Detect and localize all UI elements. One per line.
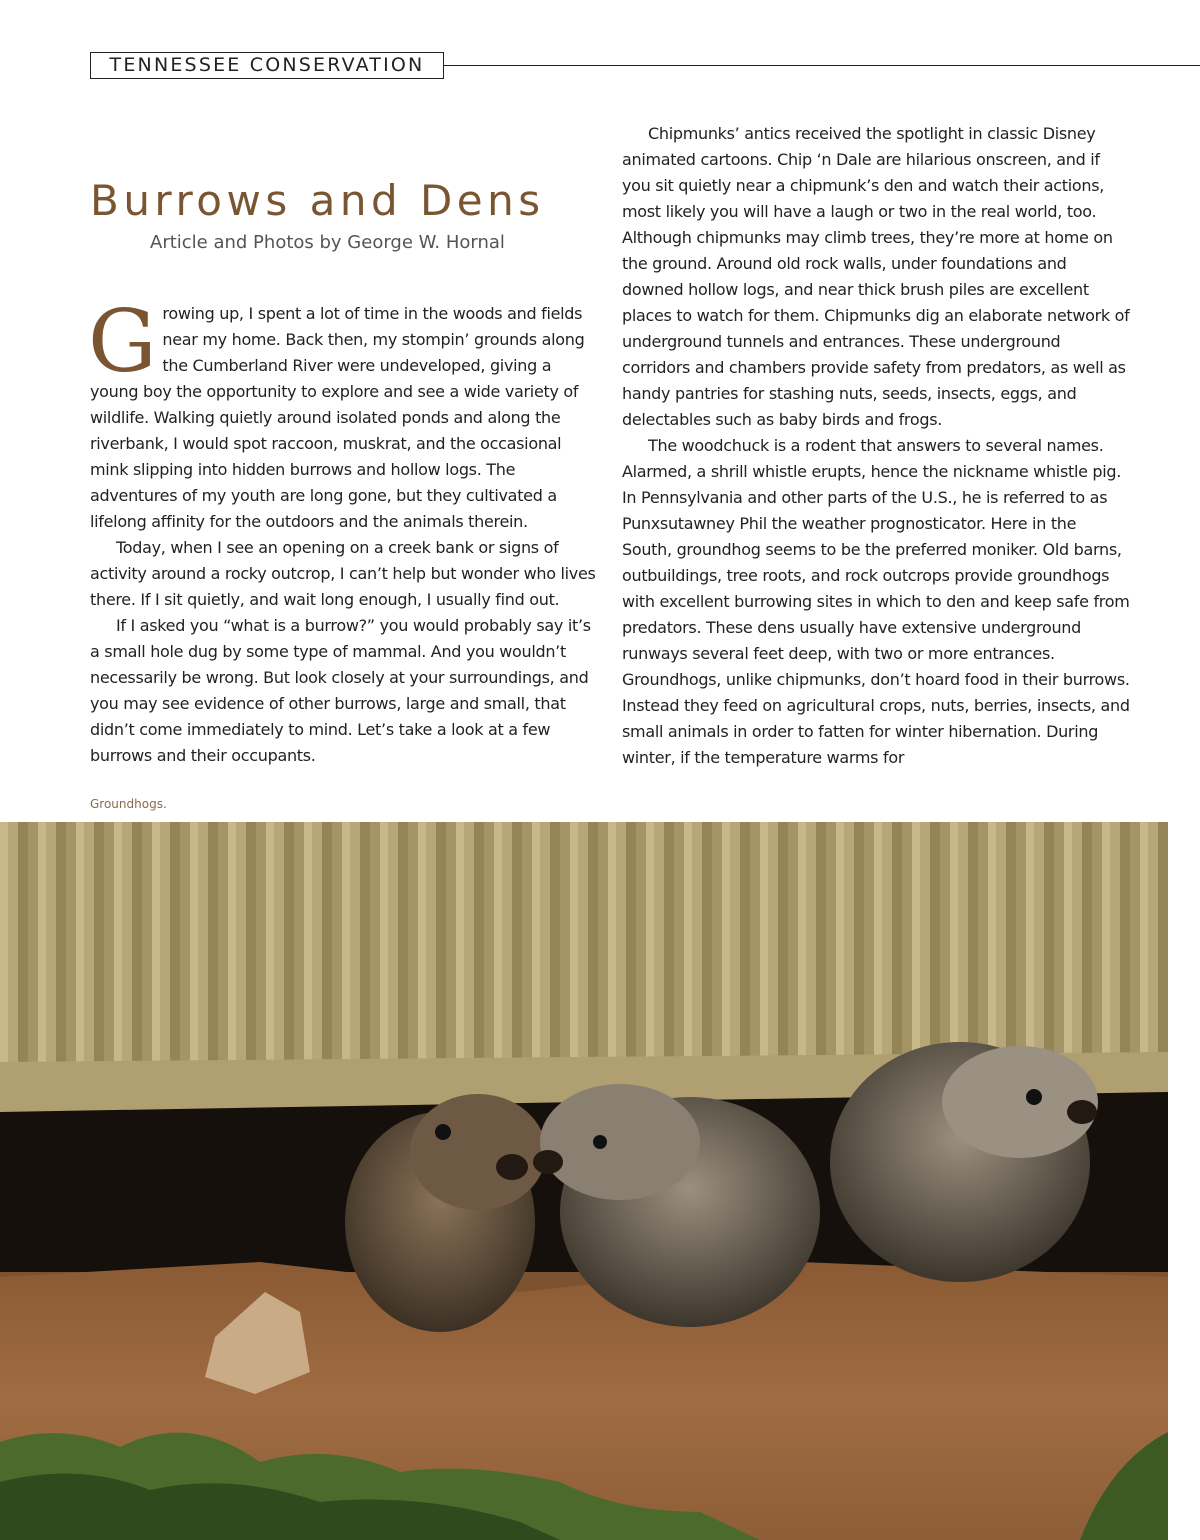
paragraph: Chipmunks’ antics received the spotlight in classic Disney animated cartoons. Chip ‘n Dale are hilarious onscreen, and if you sit quietly near a chipmunk’s den and watch their actions, most likely you will have a laugh or two in the real world, too. Although chipmunks may climb trees, they’re more at home on the ground. Around old rock walls, under foundations and downed hollow logs, and near thick brush piles are excellent places to watch for them. Chipmunks dig an elaborate network of underground tunnels and entrances. These underground corridors and chambers provide safety from predators, as well as handy pantries for stashing nuts, seeds, insects, eggs, and delectables such as baby birds and frogs. [622, 124, 1130, 429]
left-column [88, 292, 598, 769]
photo-caption: Groundhogs. [90, 797, 167, 811]
paragraph-text: rowing up, I spent a lot of time in the woods and fields near my home. Back then, my stompin’ grounds along the Cumberland River were undeveloped, giving a young boy the opportunity to explore and see a wide variety of wildlife. Walking quietly around isolated ponds and along the riverbank, I would spot raccoon, muskrat, and the occasional mink slipping into hidden burrows and hollow logs. The adventures of my youth are long gone, but they cultivated a lifelong affinity for the outdoors and the animals therein. [90, 304, 585, 531]
article-title: Burrows and Dens [90, 176, 545, 225]
article-byline: Article and Photos by George W. Hornal [150, 232, 505, 253]
groundhogs-photo [0, 822, 1168, 1540]
drop-cap: G [88, 292, 157, 392]
right-column [622, 121, 1130, 771]
paragraph [88, 292, 598, 535]
header-rule [444, 65, 1200, 66]
section-header: TENNESSEE CONSERVATION [90, 52, 444, 79]
paragraph: Today, when I see an opening on a creek bank or signs of activity around a rocky outcrop, I can’t help but wonder who lives there. If I sit quietly, and wait long enough, I usually find out. [90, 538, 596, 609]
paragraph: The woodchuck is a rodent that answers to several names. Alarmed, a shrill whistle erupts, hence the nickname whistle pig. In Pennsylvania and other parts of the U.S., he is referred to as Punxsutawney Phil the weather prognosticator. Here in the South, groundhog seems to be the preferred moniker. Old barns, outbuildings, tree roots, and rock outcrops provide groundhogs with excellent burrowing sites in which to den and keep safe from predators. These dens usually have extensive underground runways several feet deep, with two or more entrances. Groundhogs, unlike chipmunks, don’t hoard food in their burrows. Instead they feed on agricultural crops, nuts, berries, insects, and small animals in order to fatten for winter hibernation. During winter, if the temperature warms for [622, 436, 1130, 767]
paragraph: If I asked you “what is a burrow?” you would probably say it’s a small hole dug by some type of mammal. And you wouldn’t necessarily be wrong. But look closely at your surroundings, and you may see evidence of other burrows, large and small, that didn’t come immediately to mind. Let’s take a look at a few burrows and their occupants. [90, 616, 591, 765]
